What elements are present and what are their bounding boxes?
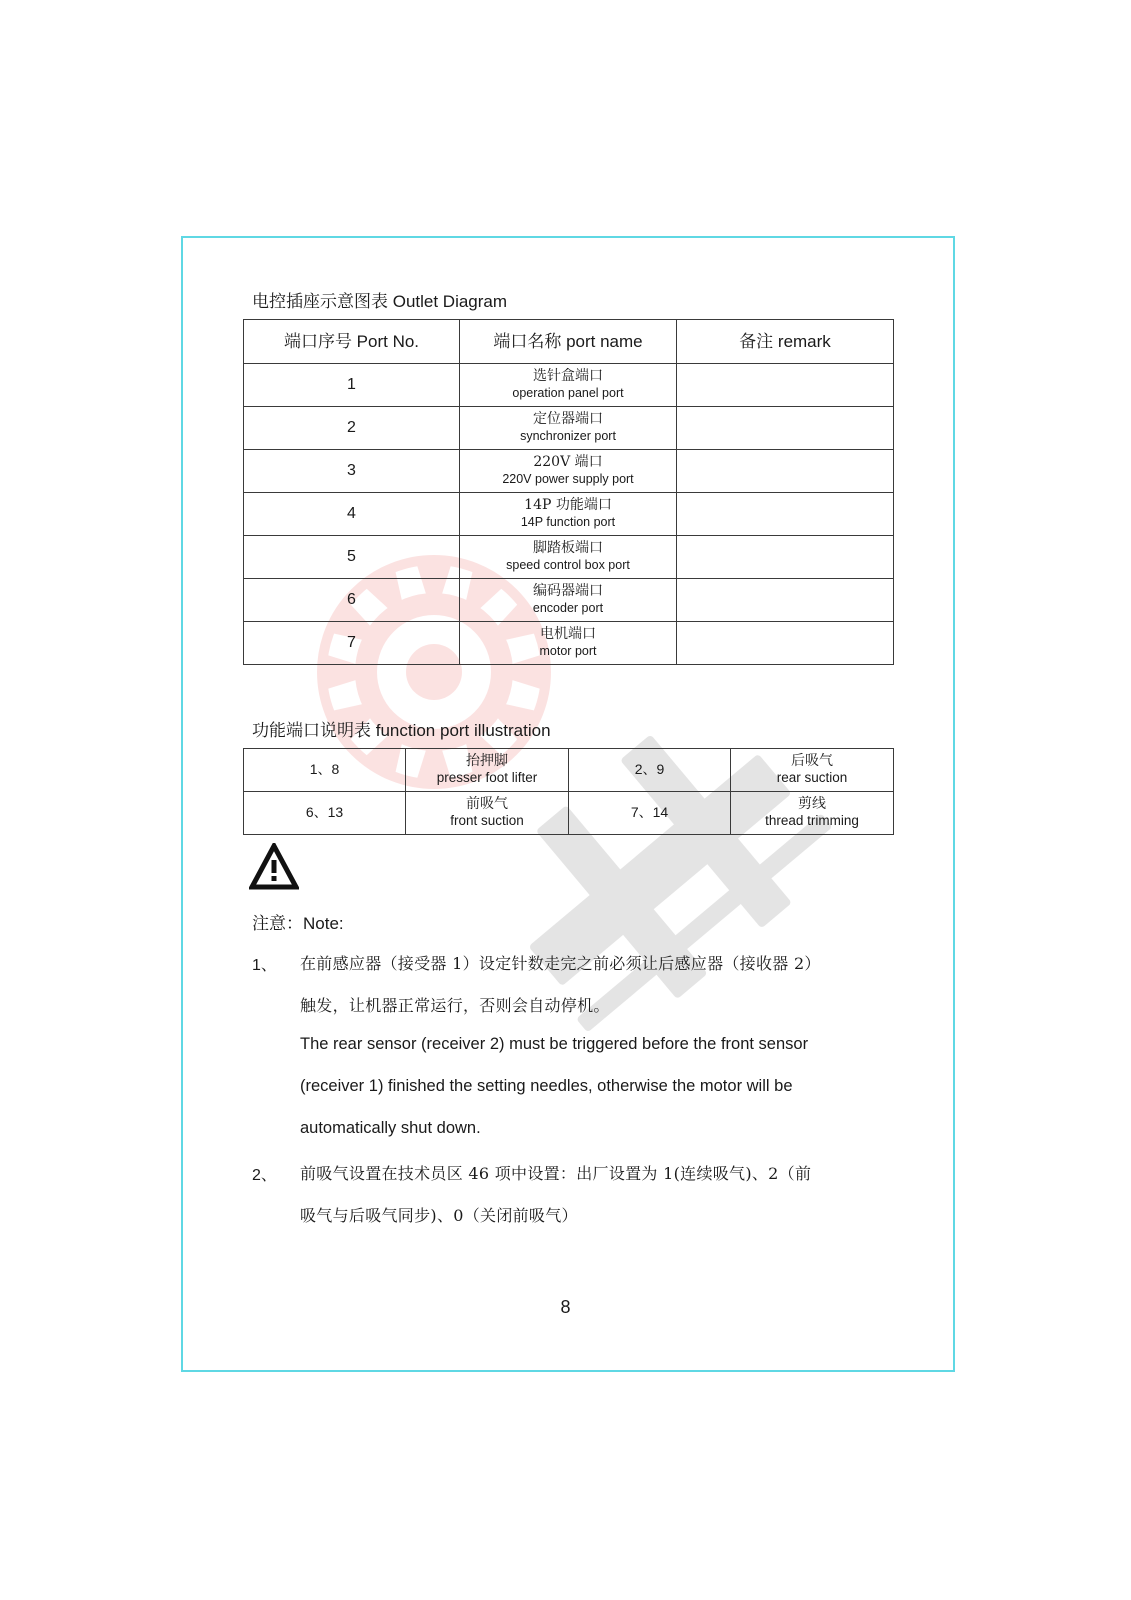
table-header-row (244, 320, 894, 364)
port-name-cell: 编码器端口 encoder port (460, 579, 677, 622)
port-name-cell: 14P 功能端口 14P function port (460, 493, 677, 536)
outlet-diagram-title: 电控插座示意图表 Outlet Diagram (252, 292, 508, 311)
port-no-cell: 5 (244, 536, 460, 579)
port-name-cell: 电机端口 motor port (460, 622, 677, 665)
note-line: The rear sensor (receiver 2) must be triggered before the front sensor (300, 1035, 809, 1053)
pin-cell: 6、13 (244, 792, 406, 835)
port-no-cell: 2 (244, 407, 460, 450)
remark-cell (677, 493, 894, 536)
port-no-cell: 6 (244, 579, 460, 622)
page-number: 8 (560, 1297, 571, 1317)
remark-cell (677, 407, 894, 450)
table-row (244, 792, 894, 835)
table-row (244, 450, 894, 493)
table-row (244, 493, 894, 536)
pin-cell: 1、8 (244, 749, 406, 792)
note-label: 注意：Note: (252, 914, 344, 933)
table-row (244, 536, 894, 579)
note-item-number: 2、 (252, 1167, 277, 1184)
port-no-cell: 3 (244, 450, 460, 493)
function-cell: 后吸气 rear suction (731, 749, 894, 792)
remark-cell (677, 450, 894, 493)
note-line: 吸气与后吸气同步)、0（关闭前吸气） (300, 1206, 578, 1225)
warning-triangle-icon (249, 843, 299, 891)
port-name-cell: 定位器端口 synchronizer port (460, 407, 677, 450)
note-line: 前吸气设置在技术员区 46 项中设置：出厂设置为 1(连续吸气)、2（前 (300, 1164, 812, 1183)
remark-cell (677, 579, 894, 622)
function-port-table (243, 748, 894, 835)
header-port-no: 端口序号 Port No. (244, 320, 460, 364)
table-row (244, 749, 894, 792)
port-no-cell: 4 (244, 493, 460, 536)
remark-cell (677, 536, 894, 579)
port-no-cell: 1 (244, 364, 460, 407)
port-no-cell: 7 (244, 622, 460, 665)
table-row (244, 407, 894, 450)
header-remark: 备注 remark (677, 320, 894, 364)
function-cell: 前吸气 front suction (406, 792, 569, 835)
note-line: automatically shut down. (300, 1119, 481, 1137)
note-line: (receiver 1) finished the setting needles, otherwise the motor will be (300, 1077, 793, 1095)
port-name-cell: 选针盒端口 operation panel port (460, 364, 677, 407)
note-line: 在前感应器（接受器 1）设定针数走完之前必须让后感应器（接收器 2） (300, 954, 821, 973)
function-cell: 剪线 thread trimming (731, 792, 894, 835)
port-name-cell: 220V 端口 220V power supply port (460, 450, 677, 493)
pin-cell: 2、9 (569, 749, 731, 792)
table-row (244, 364, 894, 407)
header-port-name: 端口名称 port name (460, 320, 677, 364)
pin-cell: 7、14 (569, 792, 731, 835)
note-item-number: 1、 (252, 957, 277, 974)
port-name-cell: 脚踏板端口 speed control box port (460, 536, 677, 579)
function-cell: 抬押脚 presser foot lifter (406, 749, 569, 792)
remark-cell (677, 622, 894, 665)
note-line: 触发，让机器正常运行，否则会自动停机。 (300, 996, 610, 1015)
function-port-title: 功能端口说明表 function port illustration (252, 721, 551, 740)
table-row (244, 579, 894, 622)
outlet-diagram-table (243, 319, 894, 665)
table-row (244, 622, 894, 665)
remark-cell (677, 364, 894, 407)
